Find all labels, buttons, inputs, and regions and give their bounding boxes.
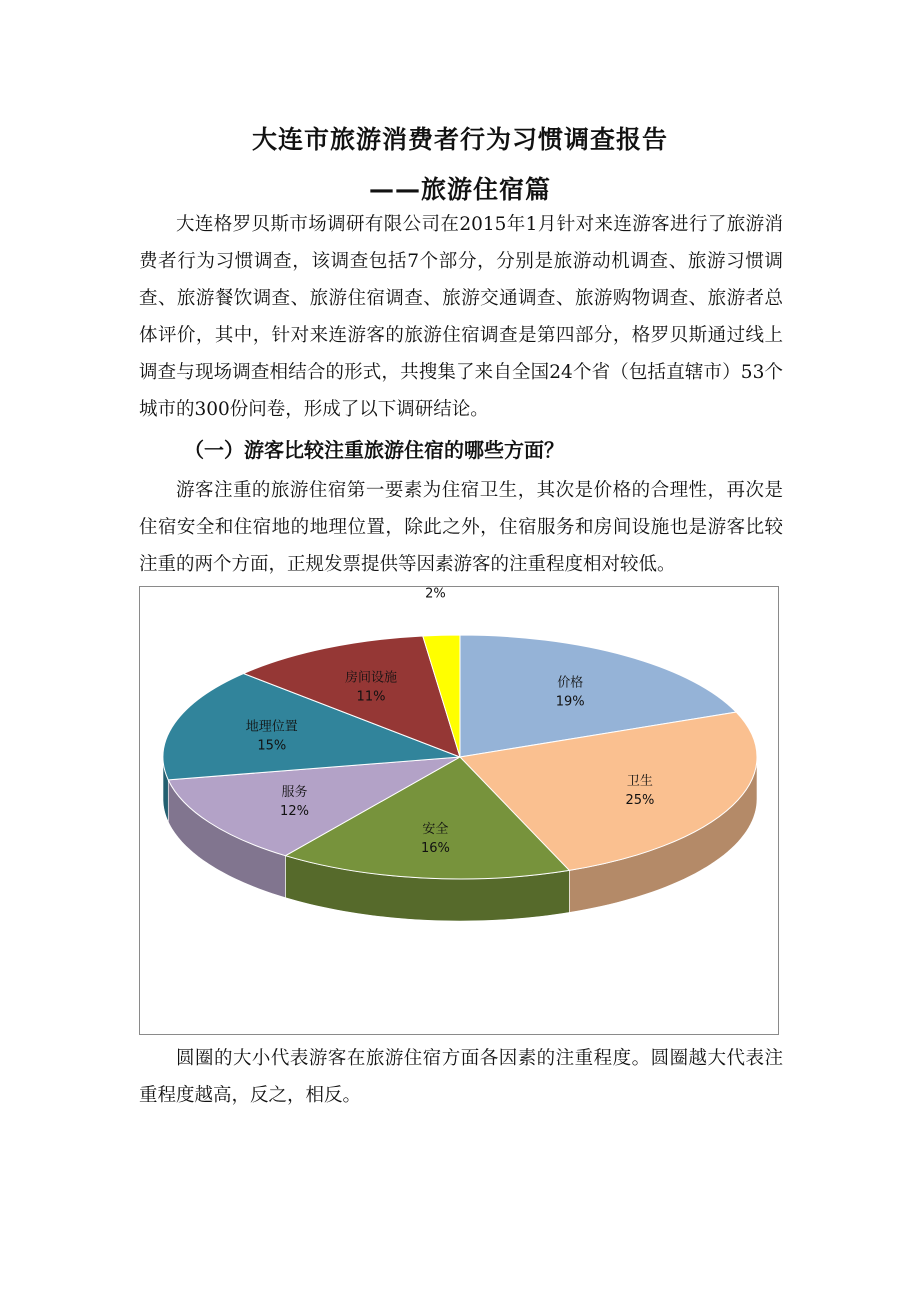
pie-label-0: 价格 bbox=[557, 675, 584, 691]
pie-label-2: 安全 bbox=[422, 821, 449, 837]
section-paragraph: 游客注重的旅游住宿第一要素为住宿卫生，其次是价格的合理性，再次是住宿安全和住宿地的地理位置，除此之外，住宿服务和房间设施也是游客比较注重的两个方面，正规发票提供等因素游客的注重程度相对较低。 bbox=[139, 480, 783, 575]
pie-label-1: 卫生 bbox=[626, 774, 653, 789]
pie-value-1: 25% bbox=[625, 793, 655, 808]
caption-paragraph: 圆圈的大小代表游客在旅游住宿方面各因素的注重程度。圆圈越大代表注重程度越高，反之，相反。 bbox=[139, 1048, 783, 1106]
pie-value-3: 12% bbox=[280, 804, 309, 820]
pie-value-0: 19% bbox=[555, 694, 585, 710]
pie-label-5: 房间设施 bbox=[344, 670, 398, 686]
pie-chart bbox=[139, 586, 779, 1035]
pie-chart-svg bbox=[140, 587, 778, 1034]
pie-value-4: 15% bbox=[257, 738, 287, 754]
pie-value-6: 2% bbox=[425, 587, 446, 602]
pie-label-4: 地理位置 bbox=[245, 719, 298, 735]
section-heading: （一）游客比较注重旅游住宿的哪些方面？ bbox=[184, 438, 564, 462]
document-title: 大连市旅游消费者行为习惯调查报告 bbox=[251, 125, 668, 154]
pie-label-3: 服务 bbox=[281, 785, 308, 801]
pie-value-5: 11% bbox=[356, 689, 386, 705]
intro-paragraph: 大连格罗贝斯市场调研有限公司在2015年1月针对来连游客进行了旅游消费者行为习惯调查，该调查包括7个部分，分别是旅游动机调查、旅游习惯调查、旅游餐饮调查、旅游住宿调查、旅游交通调查、旅游购物调查、旅游者总体评价，其中，针对来连游客的旅游住宿调查是第四部分，格罗贝斯通过线上调查与现场调查相结合的形式，共搜集了来自全国24个省（包括直辖市）53个城市的300份问卷，形成了以下调研结论。 bbox=[139, 214, 783, 420]
document-subtitle: ——旅游住宿篇 bbox=[368, 175, 551, 204]
pie-value-2: 16% bbox=[420, 840, 450, 856]
